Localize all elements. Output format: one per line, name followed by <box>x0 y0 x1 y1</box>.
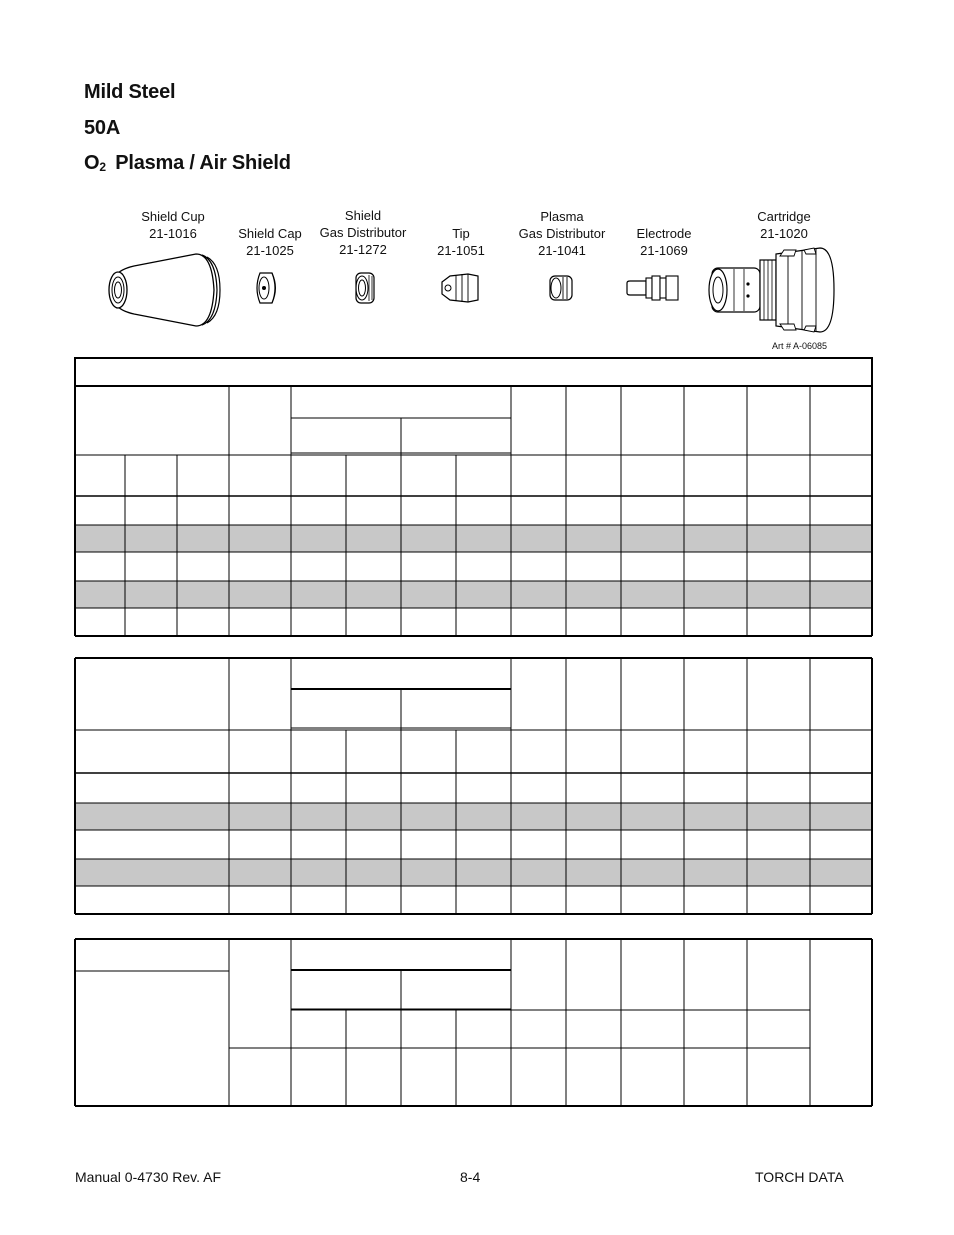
part-name: Shield Cap <box>238 226 302 241</box>
title-material: Mild Steel <box>84 81 176 103</box>
part-name: Tip <box>452 226 470 241</box>
footer-manual-number: Manual 0-4730 Rev. AF <box>75 1169 222 1185</box>
footer-section: TORCH DATA <box>755 1169 844 1185</box>
table1-shaded-row <box>75 525 872 552</box>
part-number: 21-1051 <box>437 243 485 258</box>
table1-shaded-row <box>75 581 872 608</box>
title-amperage: 50A <box>84 117 121 139</box>
part-number: 21-1041 <box>538 243 586 258</box>
part-name: Electrode <box>636 226 692 241</box>
gas-symbol: O <box>84 152 100 174</box>
part-number: 21-1272 <box>339 242 387 257</box>
footer-page-number: 8-4 <box>460 1169 481 1185</box>
part-number: 21-1020 <box>760 226 808 241</box>
part-number: 21-1016 <box>149 226 197 241</box>
part-name: Shield Gas Distributor <box>319 208 407 240</box>
table2-shaded-row <box>75 803 872 830</box>
gas-description: Plasma / Air Shield <box>109 152 291 174</box>
art-number: Art # A-06085 <box>772 341 828 351</box>
table1-title-bar <box>75 358 872 386</box>
part-number: 21-1069 <box>640 243 688 258</box>
part-name: Shield Cup <box>141 209 205 224</box>
part-name: Plasma Gas Distributor <box>518 209 606 241</box>
part-name: Cartridge <box>757 209 811 224</box>
part-number: 21-1025 <box>246 243 294 258</box>
table2-shaded-row <box>75 859 872 886</box>
gas-subscript: 2 <box>99 160 106 174</box>
